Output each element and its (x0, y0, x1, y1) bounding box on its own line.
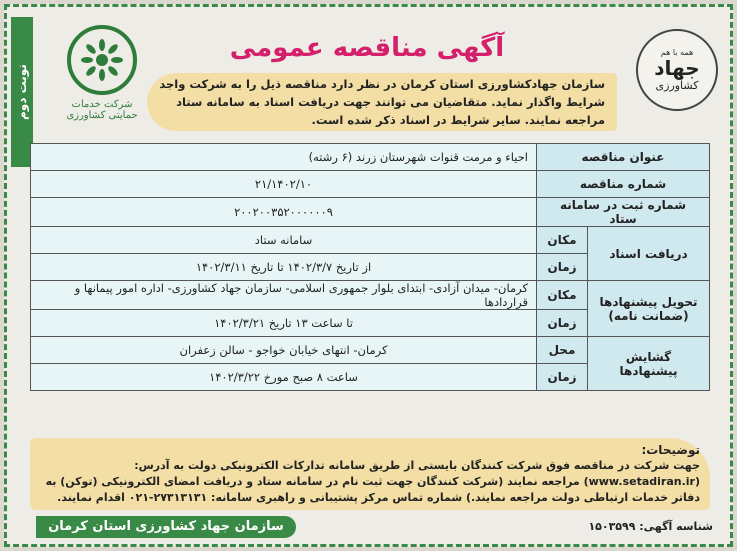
right-logo-big: جهاد (654, 56, 700, 80)
table-row (31, 198, 710, 227)
open-time-label: زمان (537, 364, 588, 391)
publication-round-stamp: نوبت دوم (11, 17, 33, 167)
receive-time: از تاریخ ۱۴۰۲/۳/۷ تا تاریخ ۱۴۰۲/۳/۱۱ (31, 254, 537, 281)
right-logo (636, 29, 718, 111)
setad-label: شماره ثبت در سامانه ستاد (537, 198, 710, 227)
receive-place-label: مکان (537, 227, 588, 254)
receive-label: دریافت اسناد (588, 227, 710, 281)
left-logo-brand: شرکت خدمات حمایتی کشاورزی (66, 99, 138, 121)
left-logo (62, 25, 142, 121)
deliver-place-label: مکان (537, 281, 588, 310)
deliver-time-label: زمان (537, 310, 588, 337)
receive-time-label: زمان (537, 254, 588, 281)
deliver-label: تحویل پیشنهادها (ضمانت نامه) (588, 281, 710, 337)
subject-label: عنوان مناقصه (537, 144, 710, 171)
ad-title: آگهی مناقصه عمومی (229, 33, 505, 63)
notes-heading: توضیحات: (641, 443, 700, 457)
wheat-emblem-icon (67, 25, 137, 95)
deliver-place: کرمان- میدان آزادی- ابتدای بلوار جمهوری اسلامی- سازمان جهاد کشاورزی- اداره امور پیمانها و قراردادها (31, 281, 537, 310)
ad-intro: سازمان جهادکشاورزی استان کرمان در نظر دارد مناقصه ذیل را به شرکت واجد شرایط واگذار نماید. متقاضیان می توانند جهت دریافت اسناد به سامانه ستاد مراجعه نمایند. سایر شرایط در اسناد ذکر شده است. (147, 73, 617, 131)
right-logo-small: همه با هم (660, 48, 694, 57)
setad-value: ۲۰۰۲۰۰۳۵۲۰۰۰۰۰۰۹ (31, 198, 537, 227)
table-row (31, 337, 710, 364)
right-logo-mid: کشاورزی (655, 79, 699, 92)
open-place-label: محل (537, 337, 588, 364)
open-time: ساعت ۸ صبح مورخ ۱۴۰۲/۳/۲۲ (31, 364, 537, 391)
number-label: شماره مناقصه (537, 171, 710, 198)
subject-value: احیاء و مرمت قنوات شهرستان زرند (۶ رشته) (31, 144, 537, 171)
table-row (31, 171, 710, 198)
org-footer: سازمان جهاد کشاورزی استان کرمان (36, 516, 296, 538)
notes-box (30, 438, 710, 510)
open-label: گشایش پیشنهادها (588, 337, 710, 391)
ad-id: شناسه آگهی: ۱۵۰۳۵۹۹ (588, 520, 713, 533)
tender-table (30, 143, 710, 391)
table-row (31, 227, 710, 254)
table-row (31, 144, 710, 171)
table-row (31, 281, 710, 310)
open-place: کرمان- انتهای خیابان خواجو - سالن زعفران (31, 337, 537, 364)
deliver-time: تا ساعت ۱۳ تاریخ ۱۴۰۲/۳/۲۱ (31, 310, 537, 337)
number-value: ۲۱/۱۴۰۲/۱۰ (31, 171, 537, 198)
receive-place: سامانه ستاد (31, 227, 537, 254)
notes-body: جهت شرکت در مناقصه فوق شرکت کنندگان بایستی از طریق سامانه تدارکات الکترونیکی دولت به آدرس: (www.setadiran.ir) مراجعه نمایند (شرکت کنندگان جهت ثبت نام در سامانه ستاد و دریافت امضای الکترونیکی (توکن) به دفاتر خدمات ارتباطی دولت مراجعه نمایند.) شماره تماس مرکز پشتیبانی و راهبری سامانه: ۲۷۳۱۳۱۳۱-۰۲۱ اقدام نمایند. (45, 459, 700, 504)
